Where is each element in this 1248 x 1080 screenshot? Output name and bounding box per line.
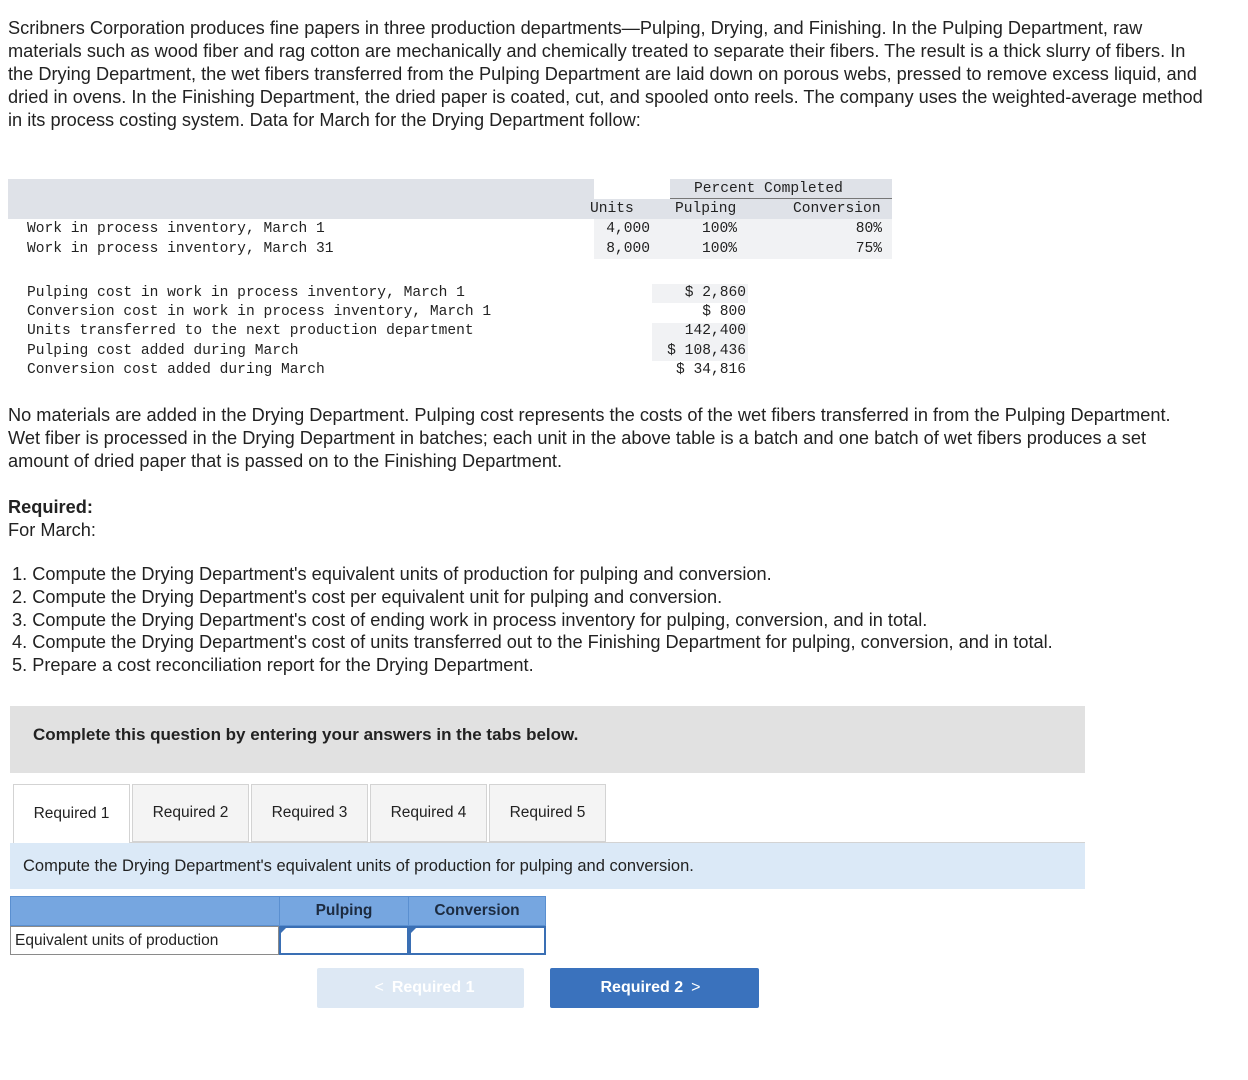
units-row-conversion: 75% (855, 241, 882, 257)
units-row-label: Work in process inventory, March 31 (27, 241, 334, 257)
answer-row-label: Equivalent units of production (10, 926, 279, 955)
required-item: 2. Compute the Drying Department's cost per equivalent unit for pulping and conversion. (12, 586, 723, 607)
tab-instruction (10, 843, 1085, 889)
tab-required-4[interactable]: Required 4 (370, 784, 487, 842)
next-button-label: Required 2 (600, 979, 684, 996)
required-subheading: For March: (8, 520, 96, 540)
units-row-units: 4,000 (606, 221, 650, 237)
units-column-header: Units (590, 201, 634, 217)
banner-text: Complete this question by entering your answers in the tabs below. (33, 725, 579, 744)
note-paragraph: No materials are added in the Drying Department. Pulping cost represents the costs of the wet fibers transferred in from the Pulping Department. Wet fiber is processed in the Drying Department in batches; each unit in the above table is a batch and one batch of wet fibers produces a set amount of dried paper that is passed on to the Finishing Department. (8, 405, 1171, 471)
tab-required-1[interactable]: Required 1 (13, 784, 130, 843)
cost-row-value: $ 800 (702, 304, 746, 320)
conversion-column-header: Conversion (793, 201, 881, 217)
cost-row-label: Pulping cost added during March (27, 343, 299, 359)
units-row-conversion: 80% (855, 221, 882, 237)
cost-row-value: $ 2,860 (684, 285, 746, 301)
required-list (12, 563, 1053, 677)
cost-row-value: 142,400 (684, 323, 746, 339)
answer-table-header-blank (10, 896, 279, 926)
intro-paragraph: Scribners Corporation produces fine papers in three production departments—Pulping, Drying, and Finishing. In the Pulping Department, raw materials such as wood fiber and rag cotton are mechanically and chemically treated to separate their fibers. The result is a thick slurry of fibers. In the Drying Department, the wet fibers transferred from the Pulping Department are laid down on porous webs, pressed to remove excess liquid, and dried in ovens. In the Finishing Department, the dried paper is coated, cut, and spooled onto reels. The company uses the weighted-average method in its process costing system. Data for March for the Drying Department follow: (8, 18, 1203, 130)
previous-button (317, 968, 524, 1008)
instructions-banner (10, 706, 1085, 773)
units-row-label: Work in process inventory, March 1 (27, 221, 325, 237)
required-item: 5. Prepare a cost reconciliation report for the Drying Department. (12, 655, 534, 676)
units-row-units: 8,000 (606, 241, 650, 257)
answer-header-pulping: Pulping (279, 896, 409, 926)
next-button[interactable] (550, 968, 759, 1008)
tab-required-5[interactable]: Required 5 (489, 784, 606, 842)
units-row-pulping: 100% (701, 241, 737, 257)
cost-row-label: Units transferred to the next production department (27, 323, 474, 339)
previous-button-label: Required 1 (391, 979, 475, 996)
answer-header-conversion: Conversion (409, 896, 546, 926)
cost-row-label: Pulping cost in work in process inventory, March 1 (27, 285, 465, 301)
input-marker-icon (411, 926, 418, 933)
conversion-equivalent-units-input[interactable] (409, 926, 546, 955)
cost-row-label: Conversion cost added during March (27, 362, 325, 378)
cost-row-value: $ 108,436 (667, 343, 746, 359)
input-marker-icon (281, 926, 288, 933)
cost-row-value: $ 34,816 (675, 362, 746, 378)
required-item: 4. Compute the Drying Department's cost of units transferred out to the Finishing Department for pulping, conversion, and in total. (12, 632, 1053, 653)
cost-row-label: Conversion cost in work in process inventory, March 1 (27, 304, 492, 320)
tab-required-2[interactable]: Required 2 (132, 784, 249, 842)
instruction-text: Compute the Drying Department's equivalent units of production for pulping and conversion. (23, 857, 694, 875)
percent-completed-label: Percent Completed (694, 181, 843, 197)
units-row-pulping: 100% (701, 221, 737, 237)
units-table-header-band (8, 179, 594, 219)
required-item: 1. Compute the Drying Department's equivalent units of production for pulping and conversion. (12, 564, 772, 584)
required-item: 3. Compute the Drying Department's cost of ending work in process inventory for pulping, conversion, and in total. (12, 609, 928, 630)
pulping-column-header: Pulping (675, 201, 737, 217)
chevron-left-icon: < (374, 979, 384, 996)
tab-required-3[interactable]: Required 3 (251, 784, 368, 842)
required-heading: Required: (8, 497, 93, 517)
chevron-right-icon: > (691, 979, 701, 996)
pulping-equivalent-units-input[interactable] (279, 926, 409, 955)
